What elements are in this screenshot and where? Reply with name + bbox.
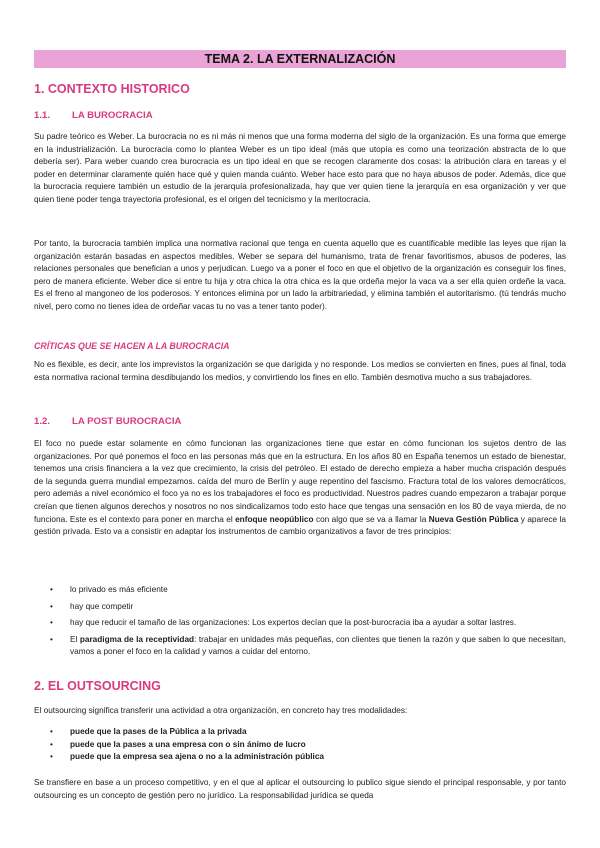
list-item: • puede que la pases de la Pública a la privada [34, 726, 566, 739]
subsection-1-1-heading [34, 110, 153, 121]
list-item: • hay que reducir el tamaño de las organizaciones: Los expertos decían que la post-burocracia iba a ayudar a soltar lastres. [34, 617, 566, 630]
criticas-paragraph: No es flexible, es decir, ante los imprevistos la organización se que darígida y no responde. Los medios se convierten en fines, pues al final, toda esta normativa racional termina desdibujando los medios, y convirtiendo los fines en ello. También desmotiva mucho a sus trabajadores. [34, 360, 566, 382]
subsection-1-1-number: 1.1. [34, 110, 51, 121]
list-item: • hay que competir [34, 601, 566, 614]
subsection-1-2-number: 1.2. [34, 416, 51, 427]
bullet-icon: • [50, 739, 53, 749]
modalidades-list [34, 726, 566, 764]
list-item: • El paradigma de la receptividad: trabajar en unidades más pequeñas, con clientes que tienen la razón y que saben lo que necesitan, vamos a poner el foco en la calidad y vamos a cuidar del entorno. [50, 634, 566, 657]
burocracia-paragraph-1: Su padre teórico es Weber. La burocracia no es ni más ni menos que una forma moderna del siglo de la organización. Es una forma que emerge en la industrialización. La burocracia como lo plantea Weber es un tipo ideal (más que utopía es como una teorización abstracta de lo que debería ser). Para weber cuando crea burocracia es un tipo ideal en que se recogen claramente dos cosas: la atribución clara en tareas y el poder en determinar claramente quién hace qué y quien manda cuánto. Weber hace esto para que no haya abusos de poder. Además, dice que la burocracia requiere también un estudio de la jerarquía profesionalizada, hay que ver quien tiene la jerarquía en esa organización y ver que quien tiene poder tenga trayectoria profesional, es el origen del tecnicismo y la meritocracia. [34, 132, 566, 204]
bullet-icon: • [50, 752, 53, 762]
document-title: TEMA 2. LA EXTERNALIZACIÓN [34, 50, 566, 68]
principios-list [34, 584, 566, 659]
bullet-icon: • [50, 601, 53, 611]
postburocracia-paragraph: El foco no puede estar solamente en cómo funcionan las organizaciones tiene que estar en cómo funcionan los sujetos dentro de las organizaciones. Por qué ponemos el foco en las personas más que en la estructura. En los años 80 en España tenemos un estado de bienestar, tenemos una crisis financiera a la vez que crecimiento, la crisis del petróleo. El estado de derecho empieza a haber mucha crispación después de la segunda guerra mundial empezamos. caída del muro de Berlín y auge repentino del fascismo. Fractura total de los valores democráticos, pero además a nivel económico el foco ya no es los trabajadores el foco es productividad. Nuestros padres cuando empezaron a trabajar porque creían que tienen algunos derechos y nosotros no nos sindicalizamos todo esto hace que tengas una sensación en los 80 de vaya mierda, de no funciona. Este es el contexto para poner en marcha el enfoque neopúblico con algo que se va a llamar la Nueva Gestión Pública y aparece la gestión privada. Esto va a consistir en adaptar los instrumentos de cambio organizativos a favor de tres principios: [34, 439, 566, 537]
list-item: • lo privado es más eficiente [34, 584, 566, 597]
outsourcing-paragraph-1: El outsourcing significa transferir una actividad a otra organización, en concreto hay tres modalidades: [34, 706, 408, 715]
subsection-1-1-title: LA BUROCRACIA [72, 110, 153, 121]
bullet-icon: • [50, 618, 53, 628]
burocracia-paragraph-2: Por tanto, la burocracia también implica una normativa racional que tenga en cuenta aquello que es cuantificable medible las leyes que rijan la organización estarán basadas en aspectos medibles. Weber se separa del humanismo, trata de frenar favoritismos, abusos de poderes, las relaciones personales que benefician a unos y perjudican. Luego va a poner el foco en que el objetivo de la organización es conseguir los fines, pero de manera eficiente. Weber dice si entre tu hija y otra chica la otra chica es la que ordeña mejor la vaca va a ser ella quien ordeñe la vaca. Es el freno al mangoneo de los poderosos. Y entonces elimina por un lado la arbitrariedad, y elimina también el autoritarismo. (tú tendrás mucho nivel, pero como no tienes idea de ordeñar vacas tu no vas a tener tanto poder). [34, 239, 566, 311]
list-item: • puede que la empresa sea ajena o no a la administración pública [34, 751, 566, 764]
section-2-heading: 2. EL OUTSOURCING [34, 679, 161, 693]
section-1-heading: 1. CONTEXTO HISTORICO [34, 82, 190, 96]
bullet-icon: • [50, 727, 53, 736]
outsourcing-paragraph-2: Se transfiere en base a un proceso competitivo, y en el que al aplicar el outsourcing lo publico sigue siendo el principal responsable, y por tanto outsourcing es un concepto de gestión pero no jurídico. La responsabilidad jurídica se queda [34, 778, 566, 800]
subsection-1-2-heading [34, 416, 181, 427]
list-item: • puede que la pases a una empresa con o sin ánimo de lucro [34, 739, 566, 752]
criticas-heading: CRÍTICAS QUE SE HACEN A LA BUROCRACIA [34, 341, 230, 351]
bullet-icon: • [50, 585, 53, 594]
subsection-1-2-title: LA POST BUROCRACIA [72, 416, 182, 427]
bullet-icon: • [50, 634, 53, 644]
